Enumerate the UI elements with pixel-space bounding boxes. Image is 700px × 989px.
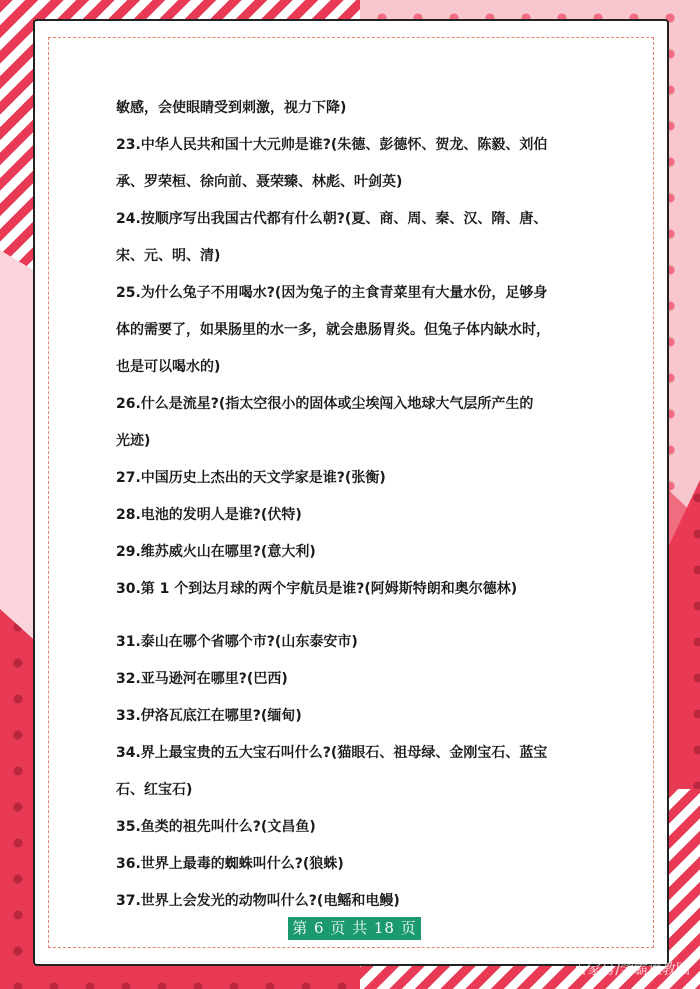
text-line: 23.中华人民共和国十大元帅是谁?(朱德、彭德怀、贺龙、陈毅、刘伯 [116,137,548,153]
text-line: 承、罗荣桓、徐向前、聂荣臻、林彪、叶剑英) [116,174,403,190]
text-line: 24.按顺序写出我国古代都有什么朝?(夏、商、周、秦、汉、隋、唐、 [116,211,548,227]
text-line: 石、红宝石) [116,782,193,798]
text-line: 宋、元、明、清) [116,248,221,264]
qa-text-body [116,90,606,920]
text-line: 33.伊洛瓦底江在哪里?(缅甸) [116,708,302,724]
text-line: 28.电池的发明人是谁?(伏特) [116,507,302,523]
text-line: 30.第 1 个到达月球的两个宇航员是谁?(阿姆斯特朗和奥尔德林) [116,581,518,597]
page-number-badge: 第 6 页 共 18 页 [288,917,421,940]
text-line: 34.界上最宝贵的五大宝石叫什么?(猫眼石、祖母绿、金刚宝石、蓝宝 [116,745,548,761]
text-line: 敏感，会使眼睛受到刺激，视力下降) [116,100,347,116]
spacer [116,608,606,624]
watermark: 百家号/学霸说教圈 [573,962,690,978]
text-line: 32.亚马逊河在哪里?(巴西) [116,671,288,687]
text-line: 36.世界上最毒的蜘蛛叫什么?(狼蛛) [116,856,344,872]
text-line: 体的需要了，如果肠里的水一多，就会患肠胃炎。但兔子体内缺水时， [116,322,550,338]
text-line: 26.什么是流星?(指太空很小的固体或尘埃闯入地球大气层所产生的 [116,396,534,412]
text-line: 29.维苏威火山在哪里?(意大利) [116,544,316,560]
text-line: 31.泰山在哪个省哪个市?(山东泰安市) [116,634,358,650]
text-line: 27.中国历史上杰出的天文学家是谁?(张衡) [116,470,386,486]
text-line: 37.世界上会发光的动物叫什么?(电鳐和电鳗) [116,893,400,909]
text-line: 光迹) [116,433,151,449]
text-line: 35.鱼类的祖先叫什么?(文昌鱼) [116,819,316,835]
text-line: 也是可以喝水的) [116,359,221,375]
text-line: 25.为什么兔子不用喝水?(因为兔子的主食青菜里有大量水份，足够身 [116,285,548,301]
